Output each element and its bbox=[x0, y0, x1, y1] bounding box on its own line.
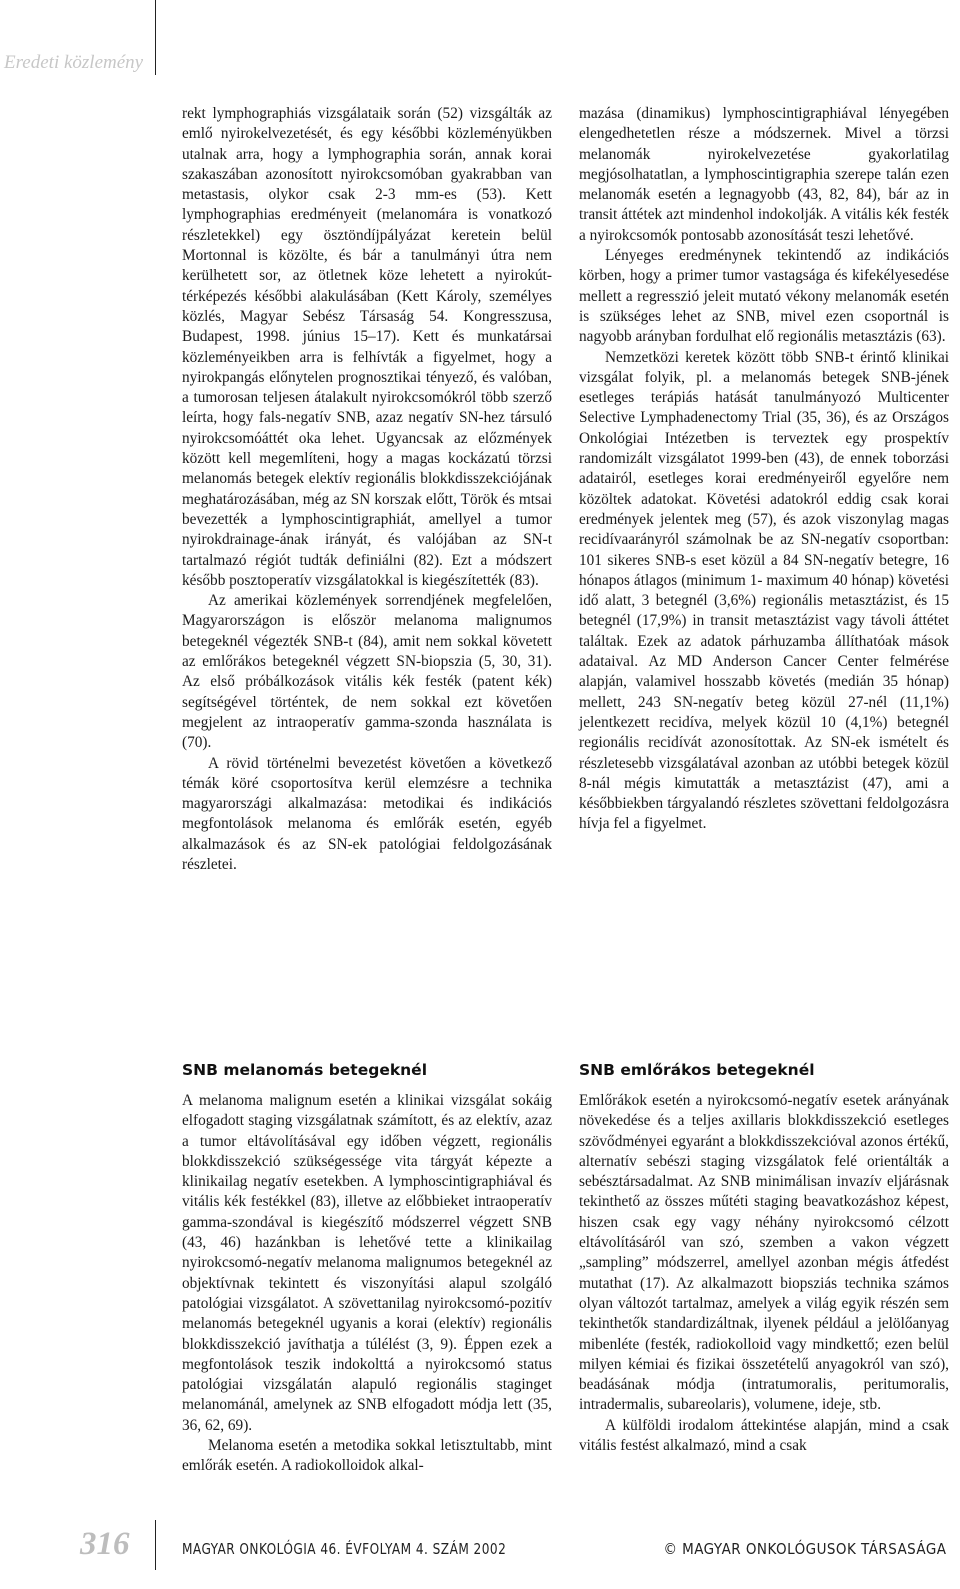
paragraph: Nemzetközi keretek között több SNB-t érintő klinikai vizsgálat folyik, pl. a melanomás betegek SNB-jének esetleges terápiás hatását tanulmányozó Multicenter Selective Lymphadenectomy Trial (35, 36), és az Országos Onkológiai Intézetben is terveztek egy prospektív randomizált vizsgálatot 1999-ben (43), de ennek toborzási adatairól, esetleges korai eredményeiről egyelőre nem közöltek adatokat. Követési adatokról eddig csak korai eredmények jelentek meg (57), és azok viszonylag magas recidívaarányról számolnak be az SN-negatív csoportban: 101 sikeres SNB-s eset közül a 84 SN-negatív betegre, 16 hónapos átlagos (minimum 1- maximum 40 hónap) követési idő alatt, 3 betegnél (3,6%) regionális metasztázist, és 15 betegnél (17,9%) in transit metasztázist vagy távoli áttétet találtak. Ezek az adatok párhuzamba állíthatóak mások adataival. Az MD Anderson Cancer Center felmérése alapján, valamivel hosszabb követés (medián 35 hónap) mellett, 243 SN-negatív beteg közül 27-nél (11,1%) jelentkezett recidíva, melyek közül 10 (4,1%) betegnél regionális recidívát azonosítottak. Az SN-ek ismételt és részletesebb vizsgálatával azonban az utóbbi betegek közül 8-nál mégis kimutatták a metasztázist (47), ami a későbbiekben tárgyalandó részletes szövettani feldolgozásra hívja fel a figyelmet. bbox=[579, 348, 949, 833]
journal-citation: MAGYAR ONKOLÓGIA 46. ÉVFOLYAM 4. SZÁM 2002 bbox=[182, 1540, 507, 1558]
copyright-notice: © MAGYAR ONKOLÓGUSOK TÁRSASÁGA bbox=[662, 1540, 946, 1558]
paragraph: Lényeges eredménynek tekintendő az indikációs körben, hogy a primer tumor vastagsága és kifekélyesedése mellett a regresszió jeleit mutató vékony melanomák esetén is szükséges lehet az SNB, mivel ezen csoportnál is nagyobb arányban fordulhat elő regionális metasztázis (63). bbox=[579, 247, 949, 346]
right-column bbox=[579, 104, 949, 835]
page-number: 316 bbox=[80, 1526, 130, 1562]
paragraph: mazása (dinamikus) lymphoscintigraphiával lényegében elengedhetetlen része a módszernek. Mivel a törzsi melanomák nyirokelvezetése gyakorlatilag megjósolhatatlan, a lymphoscintigraphia szerepe talán ezen melanomák esetén a legnagyobb (43, 82, 84), bár az in transit áttétek azt mindenhol indokolják. A vitális kék festék a nyirokcsomók pontosabb azonosítását teszi lehetővé. bbox=[579, 105, 949, 244]
footer-divider bbox=[155, 1520, 156, 1570]
section-heading-melanoma: SNB melanomás betegeknél bbox=[182, 1061, 428, 1079]
paragraph: Melanoma esetén a metodika sokkal letisztultabb, mint emlőrák esetén. A radiokolloidok alkal- bbox=[182, 1437, 552, 1475]
paragraph: rekt lymphographiás vizsgálataik során (52) vizsgálták az emlő nyirokelvezetését, és egy későbbi közleményükben utalnak arra, hogy a lymphographia során, annak korai szakaszában azonosított nyirokcsomóban gyakrabban van metastasis, olykor csak 2-3 mm-es (53). Kett lymphographias eredményeit (melanomára is vonatkozó részletekkel) egy ösztöndíjpályázat keretein belül Mortonnal is közölte, és bár a tanulmányi útra nem kerülhetett sor, az ötletnek köze lehetett a nyirokút-térképezés későbbi alakulásában (Kett Károly, személyes közlés, Magyar Sebész Társaság 54. Kongresszusa, Budapest, 1998. június 15–17). Kett és munkatársai közleményeikben arra is felhívták a figyelmet, hogy a nyirokpangás előnytelen prognosztikai tényező, és valóban, a tumorosan teljesen átalakult nyirokcsomókról több szerző leírta, hogy fals-negatív SNB, azaz negatív SN-hez társuló nyirokcsomóáttét oka lehet. Ugyancsak az előzmények között kell megemlíteni, hogy a magas kockázatú törzsi melanomás betegek elektív regionális blokkdisszekciójának meghatározásában, még az SN korszak előtt, Török és mtsai bevezették a lymphoscintigraphiát, amellyel a tumor nyirokdrainage-ának irányát, és valójában az SN-t tartalmazó régiót tudták definiálni (82). Ezt a módszert később posztoperatív vizsgálatokkal is kiegészítették (83). bbox=[182, 105, 552, 589]
section-label: Eredeti közlemény bbox=[4, 52, 144, 73]
section-heading-breast: SNB emlőrákos betegeknél bbox=[579, 1061, 815, 1079]
paragraph: Az amerikai közlemények sorrendjének megfelelően, Magyarországon is először melanoma malignumos betegeknél végezték SNB-t (84), amit nem sokkal követett az emlőrákos betegeknél végzett SN-biopszia (5, 30, 31). Az első próbálkozások vitális kék festék (patent kék) segítségével történtek, de nem sokkal ezt követően megjelent az intraoperatív gamma-szonda használata is (70). bbox=[182, 592, 552, 752]
breast-section-body bbox=[579, 1091, 949, 1456]
paragraph: A melanoma malignum esetén a klinikai vizsgálat sokáig elfogadott staging vizsgálatnak számított, és az elektív, azaz a tumor eltávolításával egy időben végzett, regionális blokkdisszekció szükségessége vita tárgyát képezte a klinikailag negatív esetekben. A lymphoscintigraphiával és vitális kék festékkel (83), illetve az előbbieket intraoperatív gamma-szondával is kiegészítő módszerrel végzett SNB (43, 46) hazánkban is lehetővé tette a klinikailag nyirokcsomó-negatív melanoma malignumos betegeknél az objektívnak tekintett és viszonyítási alapul szolgáló patológiai vizsgálatot. A szövettanilag nyirokcsomó-pozitív melanomás betegeknél ugyanis a korai (elektív) regionális blokkdisszekció javíthatja a túlélést (3, 9). Éppen ezek a megfontolások teszik indokolttá a nyirokcsomó status patológiai vizsgálatán alapuló regionális staginget melanománál, amelynek az SNB elfogadott módja lett (35, 36, 62, 69). bbox=[182, 1092, 552, 1434]
header-divider bbox=[155, 0, 156, 75]
paragraph: A külföldi irodalom áttekintése alapján, mind a csak vitális festést alkalmazó, mind a csak bbox=[579, 1416, 949, 1455]
paragraph: A rövid történelmi bevezetést követően a következő témák köré csoportosítva kerül elemzésre a technika magyarországi alkalmazása: metodikai és indikációs megfontolások melanoma és emlőrák esetén, egyéb alkalmazások és az SN-ek patológiai feldolgozásának részletei. bbox=[182, 754, 552, 873]
paragraph: Emlőrákok esetén a nyirokcsomó-negatív esetek arányának növekedése és a teljes axillaris blokkdisszekció esetleges szövődményei egyaránt a blokkdisszekcióval azonos értékű, alternatív sebészi staging vizsgálatok felé orientálták a sebésztársadalmat. Az SNB minimálisan invazív eljárásnak tekinthető az összes műtéti staging beavatkozáshoz képest, hiszen csak egy vagy néhány nyirokcsomó célzott eltávolításáról van szó, szemben a vakon végzett „sampling” módszerrel, amellyel azonban mégis átfedést mutathat (17). Az alkalmazott biopsziás technika számos olyan változót tartalmaz, amelyek a világ egyik részén sem tekinthetők standardizáltnak, ilyenek például a jelölőanyag mibenléte (festék, radiokolloid vagy mindkettő; ezen belül milyen kémiai és fizikai összetételű anyagokról van szó), beadásának módja (intratumoralis, peritumoralis, intradermalis, subareolaris), volumene, ideje, stb. bbox=[579, 1092, 949, 1414]
melanoma-section-body bbox=[182, 1091, 552, 1477]
left-column bbox=[182, 104, 552, 875]
